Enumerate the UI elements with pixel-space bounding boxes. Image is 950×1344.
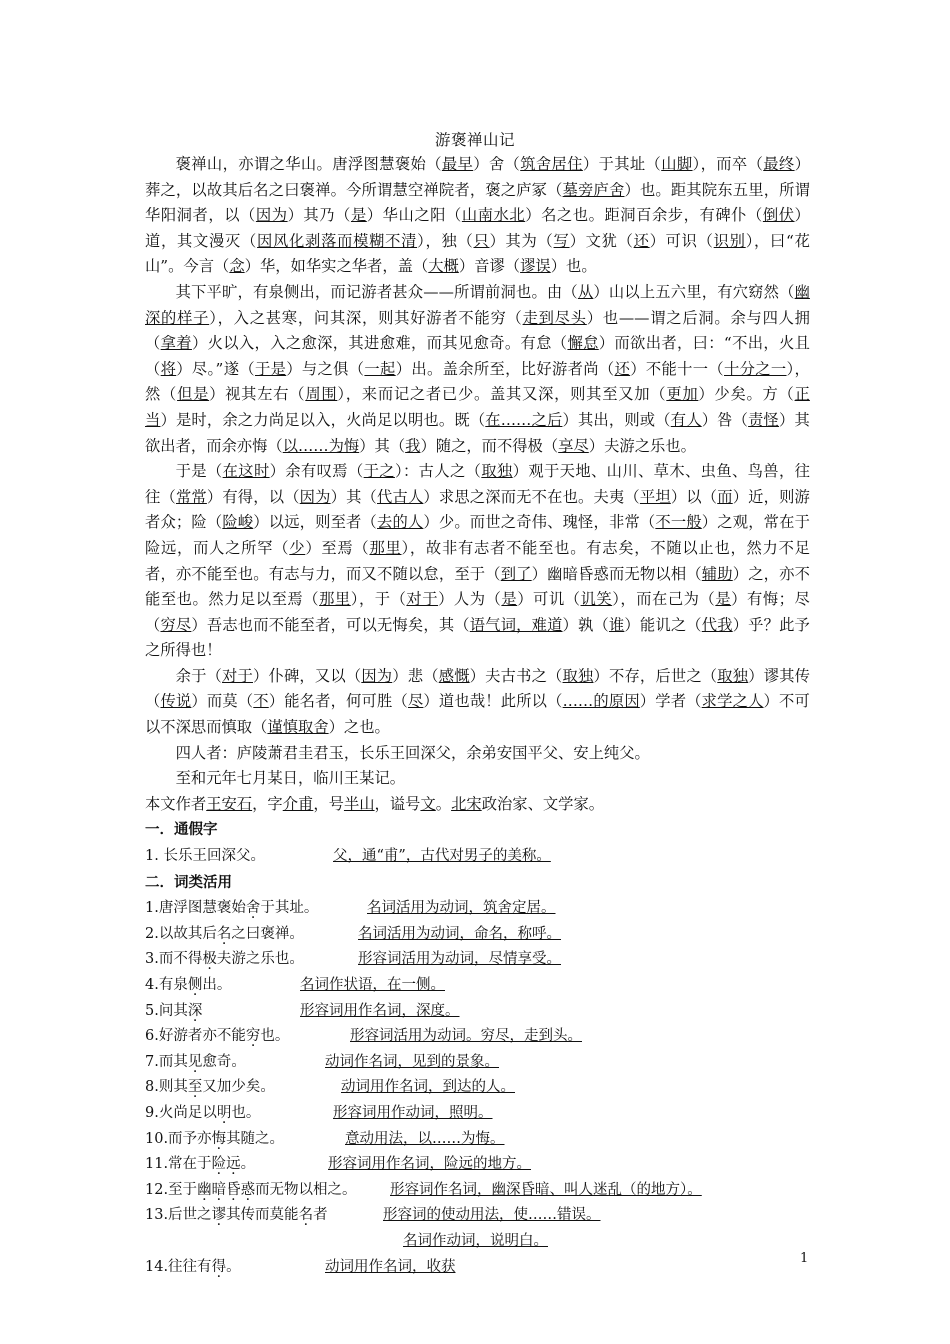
exercise-answer: 形容词用作名词，险远的地方。 <box>328 1156 531 1173</box>
gloss: 只 <box>473 231 490 250</box>
exercise-question: 11.常在于险远。 <box>145 1156 256 1173</box>
gloss: 十分之一 <box>724 359 787 378</box>
exercise-answer: 名词作状语，在一侧。 <box>300 977 445 993</box>
section-heading-cileihuoyong: 二．词类活用 <box>145 874 232 891</box>
gloss: 语气词，难道 <box>469 615 563 634</box>
paragraph-5: 四人者：庐陵萧君圭君玉，长乐王回深父，余弟安国平父、安上纯父。 <box>175 743 650 762</box>
exercise-answer: 意动用法，以……为悔。 <box>345 1130 505 1147</box>
exercise-question: 13.后世之谬其传而莫能名者 <box>145 1207 328 1224</box>
author-prefix: 本文作者 <box>145 794 207 813</box>
exercise-answer: 动词作名词，见到的景象。 <box>325 1053 499 1070</box>
exercise-question: 12.至于幽暗昏惑而无物以相之。 <box>145 1181 357 1198</box>
exercise-item <box>145 973 810 999</box>
author-name: 王安石 <box>206 794 253 813</box>
exercise-item <box>145 1101 810 1127</box>
exercise-question: 14.往往有得。 <box>145 1258 241 1275</box>
gloss: 有人 <box>670 410 702 429</box>
gloss: 是 <box>350 206 367 225</box>
gloss: 但是 <box>177 385 210 404</box>
exercise-question: 2.以故其后名之曰褒禅。 <box>145 925 304 942</box>
gloss: 最早 <box>441 155 474 173</box>
gloss: 谬误 <box>520 257 551 276</box>
gloss: 对于 <box>222 666 253 685</box>
gloss: 还 <box>614 359 631 378</box>
exercise-question: 7.而其见愈奇。 <box>145 1053 246 1070</box>
exercise-question: 1.唐浮图慧褒始舍于其址。 <box>145 900 319 917</box>
exercise-question: 9.火尚足以明也。 <box>145 1104 261 1121</box>
exercise-answer: 形容词用作动词，照明。 <box>333 1104 493 1121</box>
paragraph-1: 褒禅山，亦谓之华山。唐浮图慧褒始（最早）舍（筑舍居住）于其址（山脚），而卒（最终）葬之，以故其后名之曰褒禅。今所谓慧空禅院者，褒之庐冢（墓旁庐舍）也。距其院东五里，所谓华阳洞者，以（因为）其乃（是）华山之阳（山南水北）名之也。距洞百余步，有碑仆（倒伏）道，其文漫灭（因风化剥落而模糊不清），独（只）其为（写）文犹（还）可识（识别），曰“花山”。今言（念）华，如华实之华者，盖（大概）音谬（谬误）也。 <box>145 155 810 276</box>
document-title: 游褒禅山记 <box>434 131 515 149</box>
exercise-answer: 父，通“甫”，古代对男子的美称。 <box>333 848 551 865</box>
gloss: 讥笑 <box>580 590 613 609</box>
exercise-question: 10.而予亦悔其随之。 <box>145 1130 285 1147</box>
exercise-item <box>145 1127 810 1153</box>
gloss: 谨慎取舍 <box>267 718 329 737</box>
gloss: 享尽 <box>558 436 589 455</box>
gloss: 责怪 <box>748 410 780 429</box>
gloss: 一起 <box>364 359 396 378</box>
author-zi: 介甫 <box>282 794 314 813</box>
gloss: 走到尽头 <box>522 308 587 327</box>
gloss: 常常 <box>175 487 207 506</box>
zi-label: ，字 <box>252 794 283 813</box>
gloss: 我 <box>405 436 421 455</box>
gloss: 求学之人 <box>701 692 764 711</box>
gloss: 代我 <box>701 615 733 634</box>
gloss: 因为 <box>255 206 288 225</box>
document-body <box>145 152 810 1280</box>
gloss: 那里 <box>369 538 402 557</box>
exercise-answer: 名词作动词，说明白。 <box>403 1232 548 1249</box>
period-sep: 。 <box>435 794 452 813</box>
exercise-item <box>145 922 810 948</box>
exercise-item <box>145 999 810 1025</box>
exercise-item <box>145 1229 810 1255</box>
paragraph-4: 余于（对于）仆碑，又以（因为）悲（感慨）夫古书之（取独）不存，后世之（取独）谬其传（传说）而莫（不）能名者，何可胜（尽）道也哉！此所以（……的原因）学者（求学之人）不可以不深思而慎取（谨慎取舍）之也。 <box>145 666 810 737</box>
gloss: 更加 <box>666 385 699 404</box>
gloss: 写 <box>553 231 570 250</box>
exercise-question: 6.好游者亦不能穷也。 <box>145 1028 290 1045</box>
exercise-answer: 动词用作名词，收获 <box>325 1258 456 1275</box>
exercise-question: 1. 长乐王回深父。 <box>145 848 265 865</box>
exercise-item <box>145 1178 810 1204</box>
gloss: 在这时 <box>222 462 270 481</box>
gloss: 是 <box>501 590 518 609</box>
gloss: 最终 <box>763 155 795 173</box>
exercise-answer: 形容词的使动用法，使……错误。 <box>383 1207 601 1224</box>
gloss: 以……为悔 <box>282 436 360 455</box>
gloss: 筑舍居住 <box>520 155 583 173</box>
exercise-question: 3.而不得极夫游之乐也。 <box>145 951 304 968</box>
gloss: 险峻 <box>222 513 254 532</box>
exercise-item <box>145 1152 810 1178</box>
exercise-item <box>145 947 810 973</box>
gloss: 因为 <box>299 487 331 506</box>
exercise-item <box>145 844 810 870</box>
shi-label: ，谥号 <box>374 794 421 813</box>
exercise-item <box>145 1203 810 1229</box>
author-hao: 半山 <box>343 794 375 813</box>
gloss: 那里 <box>319 590 351 609</box>
gloss: 穷尽 <box>160 615 192 634</box>
gloss: 而 <box>717 487 733 506</box>
gloss: 识别 <box>713 231 746 250</box>
gloss: 不一般 <box>655 513 702 532</box>
gloss: 墓旁庐舍 <box>562 180 625 199</box>
exercise-answer: 动词用作名词，到达的人。 <box>341 1079 515 1096</box>
exercise-answer: 形容词作名词，幽深昏暗、叫人迷乱（的地方）。 <box>390 1181 702 1198</box>
paragraph-2: 其下平旷，有泉侧出，而记游者甚众——所谓前洞也。由（从）山以上五六里，有穴窈然（幽深的样子），入之甚寒，问其深，则其好游者不能穷（走到尽头）也——谓之后洞。余与四人拥（拿着）火以入，入之愈深，其进愈难，而其见愈奇。有怠（懈怠）而欲出者，曰：“不出，火且（将）尽。”遂（于是）与之俱（一起）出。盖余所至，比好游者尚（还）不能十一（十分之一），然（但是）视其左右（周围），来而记之者已少。盖其又深，则其至又加（更加）少矣。方（正当）是时，余之力尚足以入，火尚足以明也。既（在……之后）其出，则或（有人）咎（责怪）其欲出者，而余亦悔（以……为悔）其（我）随之，而不得极（享尽）夫游之乐也。 <box>145 282 810 455</box>
exercise-item <box>145 1075 810 1101</box>
gloss: 倒伏 <box>762 206 795 225</box>
gloss: 幽深的样子 <box>145 282 810 327</box>
gloss: 因风化剥落而模糊不清 <box>257 231 418 250</box>
hao-label: ，号 <box>313 794 344 813</box>
gloss: 谁 <box>608 615 625 634</box>
exercise-item <box>145 1255 810 1281</box>
gloss: 念 <box>229 257 245 276</box>
exercise-item <box>145 1024 810 1050</box>
exercise-question: 4.有泉侧出。 <box>145 977 232 993</box>
gloss: 代古人 <box>377 487 424 506</box>
exercise-item <box>145 896 810 922</box>
exercise-answer: 形容词用作名词，深度。 <box>300 1002 460 1019</box>
gloss: 还 <box>633 231 650 250</box>
gloss: 少 <box>289 538 306 557</box>
gloss: 平坦 <box>639 487 671 506</box>
gloss: 去的人 <box>377 513 424 532</box>
gloss: 山脚 <box>661 155 693 173</box>
exercise-answer: 形容词活用为动词，尽情享受。 <box>358 951 561 968</box>
section-heading-tongjiazi: 一．通假字 <box>145 822 218 839</box>
paragraph-3: 于是（在这时）余有叹焉（于之）：古人之（取独）观于天地、山川、草木、虫鱼、鸟兽，往往（常常）有得，以（因为）其（代古人）求思之深而无不在也。夫夷（平坦）以（而）近，则游者众；险（险峻）以远，则至者（去的人）少。而世之奇伟、瑰怪，非常（不一般）之观，常在于险远，而人之所罕（少）至焉（那里），故非有志者不能至也。有志矣，不随以止也，然力不足者，亦不能至也。有志与力，而又不随以怠，至于（到了）幽暗昏惑而无物以相（辅助）之，亦不能至也。然力足以至焉（那里），于（对于）人为（是）可讥（讥笑），而在己为（是）有悔；尽（穷尽）吾志也而不能至者，可以无悔矣，其（语气词，难道）孰（谁）能讥之（代我）乎？此予之所得也！ <box>145 462 810 660</box>
gloss: 大概 <box>428 257 459 276</box>
gloss: 感慨 <box>438 666 470 685</box>
page-number: 1 <box>800 1251 809 1266</box>
exercise-item <box>145 1050 810 1076</box>
gloss: 拿着 <box>160 334 192 353</box>
gloss: 将 <box>160 359 177 378</box>
author-dynasty: 北宋 <box>451 794 482 813</box>
gloss: ……的原因 <box>562 692 640 711</box>
gloss: 尽 <box>407 692 424 711</box>
author-shi: 文 <box>420 794 436 813</box>
gloss: 在……之后 <box>485 410 563 429</box>
gloss: 于之 <box>363 462 395 481</box>
exercise-answer: 形容词活用为动词。穷尽，走到头。 <box>350 1028 582 1045</box>
exercise-question: 8.则其至又加少矣。 <box>145 1079 275 1096</box>
gloss: 取独 <box>717 666 749 685</box>
paragraph-6: 至和元年七月某日，临川王某记。 <box>175 769 406 788</box>
gloss: 山南水北 <box>461 206 526 225</box>
author-line <box>145 792 810 818</box>
gloss: 对于 <box>406 590 439 609</box>
gloss: 正当 <box>145 385 810 429</box>
gloss: 取独 <box>481 462 513 481</box>
gloss: 到了 <box>500 564 532 583</box>
exercise-answer: 名词活用为动词，命名，称呼。 <box>358 925 561 942</box>
author-suffix: 政治家、文学家。 <box>481 794 605 813</box>
gloss: 取独 <box>562 666 594 685</box>
gloss: 辅助 <box>701 564 733 583</box>
gloss: 懈怠 <box>567 334 599 353</box>
gloss: 从 <box>577 282 594 301</box>
gloss: 周围 <box>305 385 338 404</box>
exercise-answer: 名词活用为动词，筑舍定居。 <box>367 900 556 917</box>
gloss: 于是 <box>254 359 287 378</box>
gloss: 不 <box>253 692 269 711</box>
gloss: 因为 <box>361 666 393 685</box>
gloss: 传说 <box>160 692 192 711</box>
gloss: 是 <box>715 590 732 609</box>
exercise-question: 5.问其深 <box>145 1002 203 1019</box>
